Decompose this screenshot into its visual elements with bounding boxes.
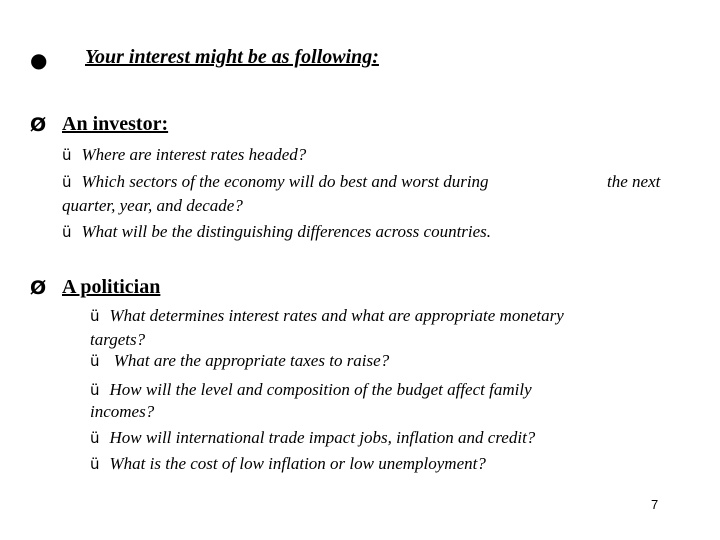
list-item [90,306,564,326]
list-item [90,380,532,400]
list-item [62,145,306,165]
list-item-text: How will the level and composition of the budget affect family [109,380,532,399]
checkmark-icon: ü [90,352,100,370]
list-item-text-wrapped: incomes? [90,402,155,421]
arrow-bullet-icon: Ø [30,277,47,299]
checkmark-icon: ü [90,381,100,399]
list-item-text: What are the appropriate taxes to raise? [109,351,390,370]
checkmark-icon: ü [90,455,100,473]
list-item-text-wrapped: quarter, year, and decade? [62,196,243,215]
list-item-text: What determines interest rates and what are appropriate monetary [109,306,564,325]
list-item-text: What will be the distinguishing differences across countries. [81,222,492,241]
section-title-investor: An investor: [62,113,169,135]
list-item [90,454,486,474]
list-item-text: Which sectors of the economy will do best and worst during [81,172,489,191]
list-item-text: What is the cost of low inflation or low unemployment? [109,454,486,473]
list-item-text-continued: the next [607,172,661,191]
checkmark-icon: ü [90,429,100,447]
checkmark-icon: ü [90,307,100,325]
list-item-text-wrapped: targets? [90,330,146,349]
checkmark-icon: ü [62,146,72,164]
page-number: 7 [651,497,659,512]
list-item [62,222,491,242]
list-item [90,428,535,448]
list-item-text: How will international trade impact jobs, inflation and credit? [109,428,536,447]
checkmark-icon: ü [62,223,72,241]
arrow-bullet-icon: Ø [30,114,47,136]
page-title: Your interest might be as following: [85,46,379,68]
list-item [90,351,389,371]
section-title-politician: A politician [62,276,161,298]
list-item [62,172,489,192]
checkmark-icon: ü [62,173,72,191]
bullet-dot-icon: ● [30,48,48,72]
list-item-text: Where are interest rates headed? [81,145,307,164]
